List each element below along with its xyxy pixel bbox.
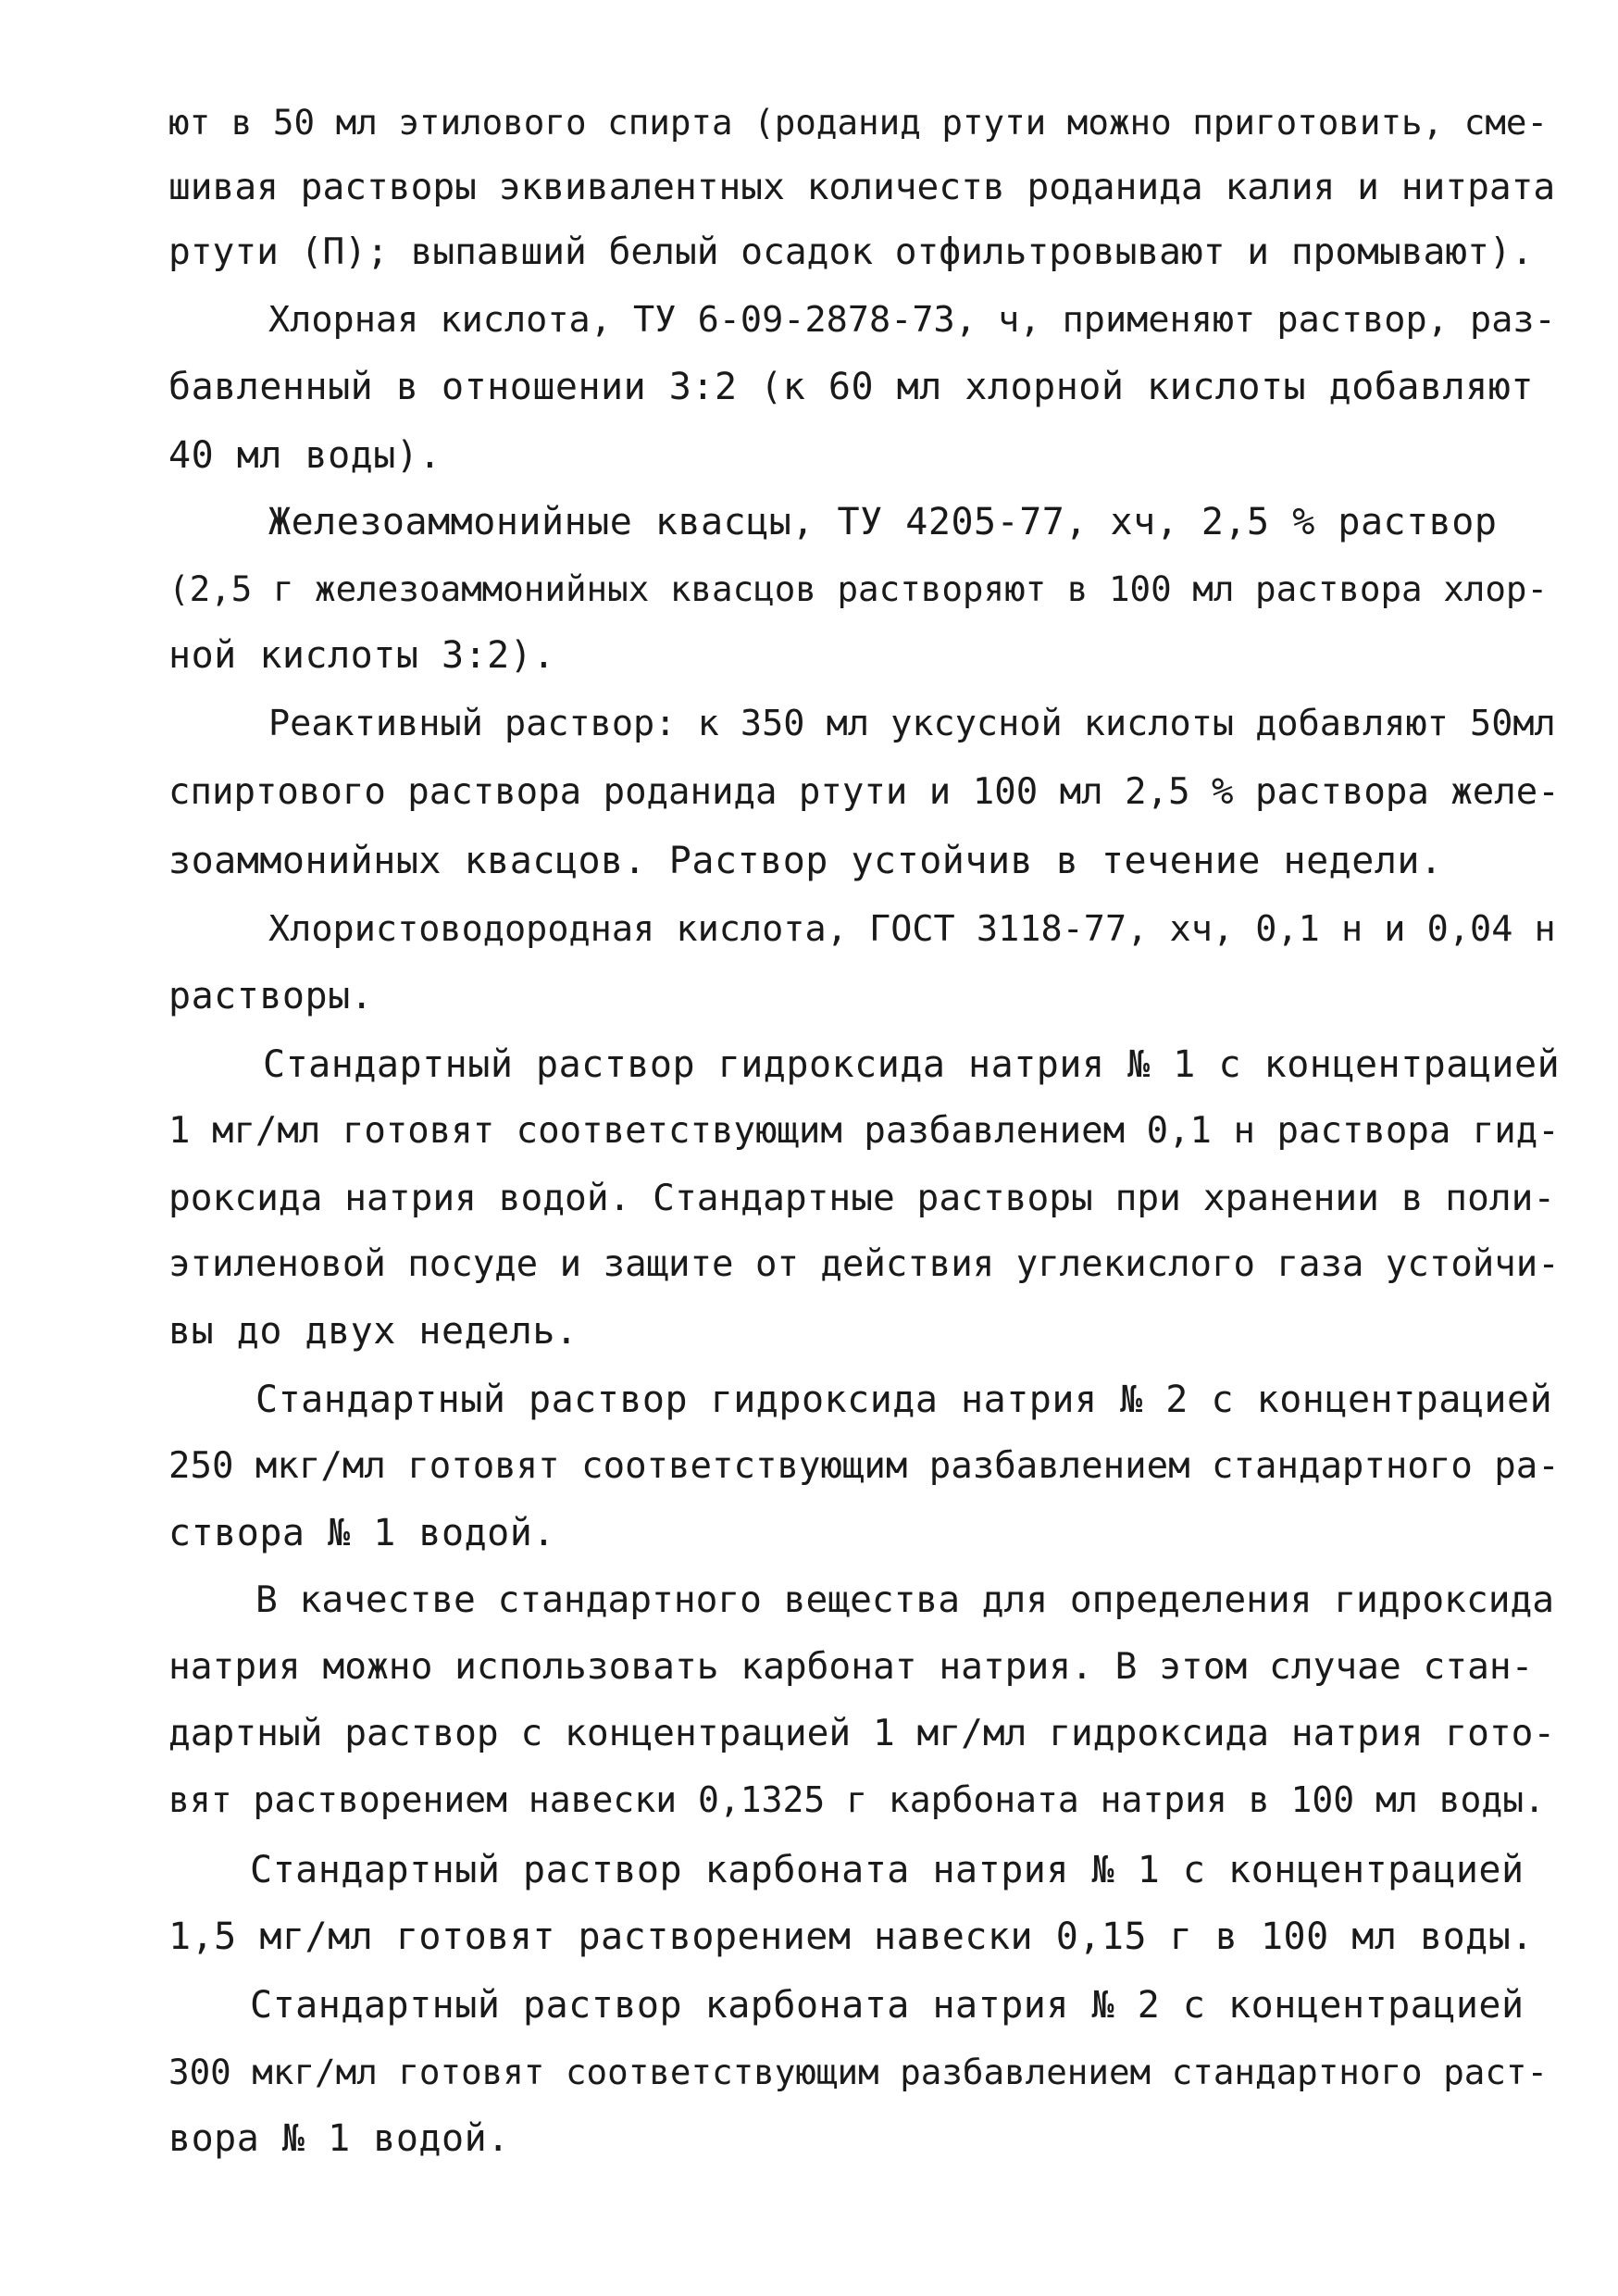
- text-line: ртути (П); выпавший белый осадок отфильтровывают и промывают).: [168, 231, 1534, 273]
- text-line: Стандартный раствор карбоната натрия № 1 с концентрацией: [250, 1849, 1525, 1891]
- text-line: роксида натрия водой. Стандартные растворы при хранении в поли-: [168, 1177, 1556, 1219]
- text-line: этиленовой посуде и защите от действия углекислого газа устойчи-: [168, 1243, 1560, 1285]
- text-line: вора № 1 водой.: [168, 2117, 510, 2160]
- text-line: створа № 1 водой.: [168, 1512, 555, 1554]
- text-line: 1 мг/мл готовят соответствующим разбавлением 0,1 н раствора гид-: [168, 1110, 1560, 1152]
- text-line: натрия можно использовать карбонат натрия. В этом случае стан-: [168, 1645, 1534, 1688]
- text-line: зоаммонийных квасцов. Раствор устойчив в течение недели.: [168, 840, 1443, 882]
- text-line: Железоаммонийные квасцы, ТУ 4205-77, хч, 2,5 % раствор: [268, 501, 1498, 543]
- text-line: вят растворением навески 0,1325 г карбоната натрия в 100 мл воды.: [168, 1779, 1546, 1820]
- text-line: вы до двух недель.: [168, 1310, 579, 1353]
- text-line: спиртового раствора роданида ртути и 100 мл 2,5 % раствора желе-: [168, 771, 1560, 813]
- text-line: шивая растворы эквивалентных количеств роданида калия и нитрата: [168, 166, 1556, 208]
- text-line: Стандартный раствор карбоната натрия № 2 с концентрацией: [250, 1984, 1525, 2027]
- text-line: Стандартный раствор гидроксида натрия № 1 с концентрацией: [263, 1043, 1561, 1086]
- text-line: 1,5 мг/мл готовят растворением навески 0,15 г в 100 мл воды.: [168, 1915, 1534, 1958]
- text-line: Хлорная кислота, ТУ 6-09-2878-73, ч, применяют раствор, раз-: [268, 299, 1556, 341]
- text-line: бавленный в отношении 3:2 (к 60 мл хлорной кислоты добавляют: [168, 366, 1534, 408]
- text-line: Реактивный раствор: к 350 мл уксусной кислоты добавляют 50мл: [268, 703, 1556, 744]
- text-line: ют в 50 мл этилового спирта (роданид ртути можно приготовить, сме-: [168, 102, 1549, 143]
- text-line: Стандартный раствор гидроксида натрия № 2 с концентрацией: [255, 1379, 1553, 1421]
- text-line: 40 мл воды).: [168, 434, 442, 477]
- text-line: ной кислоты 3:2).: [168, 634, 555, 677]
- text-line: 300 мкг/мл готовят соответствующим разбавлением стандартного раст-: [168, 2052, 1549, 2092]
- text-line: В качестве стандартного вещества для определения гидроксида: [255, 1578, 1555, 1621]
- text-line: Хлористоводородная кислота, ГОСТ 3118-77, хч, 0,1 н и 0,04 н: [268, 908, 1556, 950]
- text-line: 250 мкг/мл готовят соответствующим разбавлением стандартного ра-: [168, 1445, 1560, 1487]
- text-line: дартный раствор с концентрацией 1 мг/мл гидроксида натрия гото-: [168, 1712, 1556, 1754]
- text-line: (2,5 г железоаммонийных квасцов растворяют в 100 мл раствора хлор-: [168, 568, 1549, 609]
- text-line: растворы.: [168, 975, 374, 1017]
